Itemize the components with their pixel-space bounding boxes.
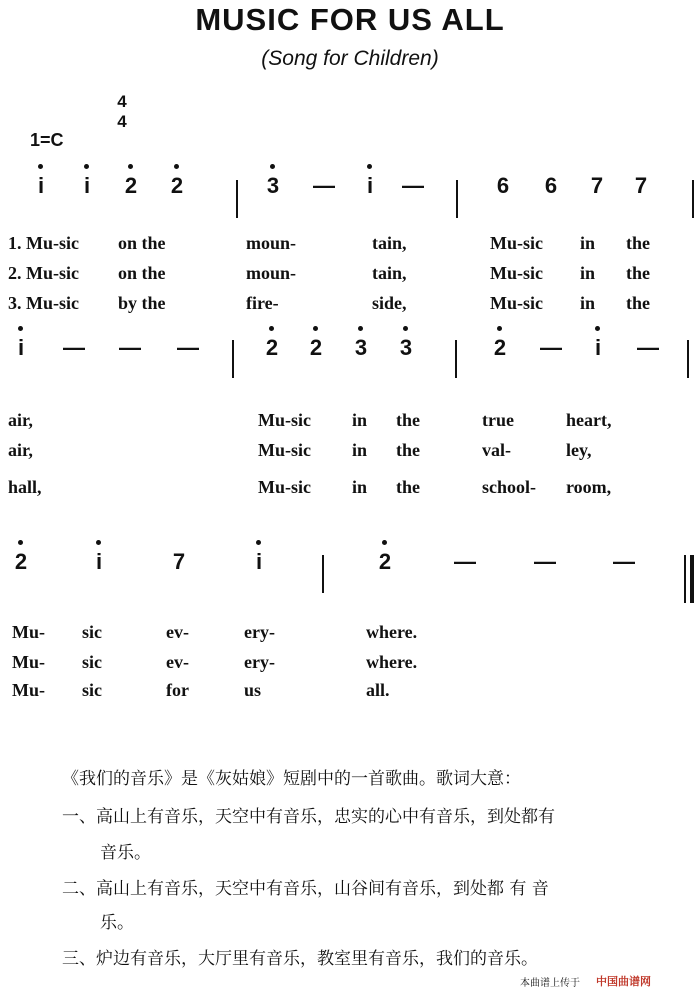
dash: — bbox=[534, 549, 556, 574]
high-octave-dot bbox=[270, 164, 275, 169]
lyric-syllable: Mu- bbox=[12, 622, 45, 642]
barline bbox=[322, 555, 324, 593]
lyric-syllable: in bbox=[580, 293, 596, 313]
lyric-syllable: 3. Mu-sic bbox=[8, 293, 79, 313]
lyric-syllable: ery- bbox=[244, 652, 275, 672]
note: i bbox=[366, 173, 374, 198]
barline bbox=[236, 180, 238, 218]
lyric-syllable: sic bbox=[82, 680, 102, 700]
high-octave-dot bbox=[403, 326, 408, 331]
high-octave-dot bbox=[96, 540, 101, 545]
lyric-syllable: by the bbox=[118, 293, 166, 313]
lyric-syllable: Mu-sic bbox=[258, 477, 311, 497]
note: i bbox=[255, 549, 263, 574]
lyric-syllable: in bbox=[352, 440, 368, 460]
final-barline-thin bbox=[684, 555, 686, 603]
note: 2 bbox=[124, 173, 138, 198]
upload-note: 本曲谱上传于 bbox=[520, 978, 580, 989]
lyric-syllable: where. bbox=[366, 622, 418, 642]
high-octave-dot bbox=[128, 164, 133, 169]
lyric-syllable: sic bbox=[82, 622, 102, 642]
barline bbox=[232, 340, 234, 378]
lyric-syllable: for bbox=[166, 680, 189, 700]
lyric-syllable: the bbox=[626, 263, 650, 283]
lyric-syllable: air, bbox=[8, 440, 33, 460]
lyric-syllable: Mu- bbox=[12, 652, 45, 672]
lyric-syllable: Mu-sic bbox=[490, 233, 543, 253]
dash: — bbox=[613, 549, 635, 574]
high-octave-dot bbox=[269, 326, 274, 331]
lyric-syllable: side, bbox=[372, 293, 407, 313]
note: i bbox=[95, 549, 103, 574]
note: 2 bbox=[309, 335, 323, 360]
lyric-syllable: in bbox=[580, 233, 596, 253]
dash: — bbox=[313, 173, 335, 198]
dash: — bbox=[637, 335, 659, 360]
time-signature bbox=[114, 92, 130, 132]
lyric-syllable: Mu-sic bbox=[258, 440, 311, 460]
high-octave-dot bbox=[84, 164, 89, 169]
lyric-syllable: moun- bbox=[246, 233, 297, 253]
lyric-syllable: school- bbox=[482, 477, 536, 497]
lyric-syllable: in bbox=[352, 477, 368, 497]
dash: — bbox=[177, 335, 199, 360]
lyric-syllable: on the bbox=[118, 263, 166, 283]
dash: — bbox=[402, 173, 424, 198]
lyric-syllable: on the bbox=[118, 233, 166, 253]
barline bbox=[455, 340, 457, 378]
description-item-2-cont: 乐。 bbox=[100, 913, 134, 933]
lyric-syllable: tain, bbox=[372, 263, 407, 283]
lyric-syllable: moun- bbox=[246, 263, 297, 283]
site-logo: 中国曲谱网 bbox=[596, 975, 651, 988]
lyric-syllable: Mu- bbox=[12, 680, 45, 700]
lyric-syllable: ery- bbox=[244, 622, 275, 642]
lyric-syllable: tain, bbox=[372, 233, 407, 253]
dash: — bbox=[454, 549, 476, 574]
high-octave-dot bbox=[367, 164, 372, 169]
lyric-syllable: Mu-sic bbox=[490, 293, 543, 313]
note: 6 bbox=[496, 173, 510, 198]
high-octave-dot bbox=[256, 540, 261, 545]
note: 3 bbox=[399, 335, 413, 360]
lyric-syllable: where. bbox=[366, 652, 418, 672]
lyric-syllable: ley, bbox=[566, 440, 592, 460]
dash: — bbox=[119, 335, 141, 360]
description-item-2: 二、高山上有音乐，天空中有音乐，山谷间有音乐，到处都 有 音 bbox=[62, 879, 549, 899]
high-octave-dot bbox=[313, 326, 318, 331]
barline bbox=[692, 180, 694, 218]
high-octave-dot bbox=[595, 326, 600, 331]
note: 2 bbox=[493, 335, 507, 360]
high-octave-dot bbox=[18, 540, 23, 545]
barline bbox=[456, 180, 458, 218]
lyric-syllable: us bbox=[244, 680, 262, 700]
barline bbox=[687, 340, 689, 378]
lyric-syllable: the bbox=[626, 293, 650, 313]
note: i bbox=[37, 173, 45, 198]
description-item-3: 三、炉边有音乐，大厅里有音乐，教室里有音乐，我们的音乐。 bbox=[62, 949, 538, 969]
description-item-1-cont: 音乐。 bbox=[100, 843, 151, 863]
note: i bbox=[17, 335, 25, 360]
lyric-syllable: sic bbox=[82, 652, 102, 672]
lyric-syllable: val- bbox=[482, 440, 511, 460]
note: 3 bbox=[266, 173, 280, 198]
lyric-syllable: the bbox=[396, 410, 420, 430]
high-octave-dot bbox=[174, 164, 179, 169]
note: 2 bbox=[378, 549, 392, 574]
note: 3 bbox=[354, 335, 368, 360]
lyric-syllable: the bbox=[626, 233, 650, 253]
time-signature-top: 4 bbox=[117, 92, 127, 111]
note: 2 bbox=[14, 549, 28, 574]
song-title: MUSIC FOR US ALL bbox=[195, 2, 505, 37]
note: 7 bbox=[634, 173, 648, 198]
high-octave-dot bbox=[497, 326, 502, 331]
lyric-syllable: true bbox=[482, 410, 514, 430]
lyric-syllable: the bbox=[396, 440, 420, 460]
final-barline-thick bbox=[690, 555, 694, 603]
lyric-syllable: hall, bbox=[8, 477, 42, 497]
lyric-syllable: air, bbox=[8, 410, 33, 430]
dash: — bbox=[63, 335, 85, 360]
lyric-syllable: heart, bbox=[566, 410, 612, 430]
dash: — bbox=[540, 335, 562, 360]
high-octave-dot bbox=[18, 326, 23, 331]
high-octave-dot bbox=[38, 164, 43, 169]
high-octave-dot bbox=[382, 540, 387, 545]
lyric-syllable: in bbox=[580, 263, 596, 283]
time-signature-bottom: 4 bbox=[117, 112, 127, 131]
lyric-syllable: the bbox=[396, 477, 420, 497]
lyric-syllable: ev- bbox=[166, 622, 189, 642]
lyric-syllable: all. bbox=[366, 680, 390, 700]
key-signature: 1=C bbox=[30, 130, 64, 150]
lyric-syllable: ev- bbox=[166, 652, 189, 672]
high-octave-dot bbox=[358, 326, 363, 331]
note: 6 bbox=[544, 173, 558, 198]
lyric-syllable: 1. Mu-sic bbox=[8, 233, 79, 253]
lyric-syllable: fire- bbox=[246, 293, 279, 313]
description-item-1: 一、高山上有音乐，天空中有音乐，忠实的心中有音乐，到处都有 bbox=[62, 807, 555, 827]
note: i bbox=[83, 173, 91, 198]
lyric-syllable: in bbox=[352, 410, 368, 430]
description-intro: 《我们的音乐》是《灰姑娘》短剧中的一首歌曲。歌词大意： bbox=[62, 769, 521, 789]
note: 2 bbox=[265, 335, 279, 360]
note: 7 bbox=[172, 549, 186, 574]
note: 7 bbox=[590, 173, 604, 198]
lyric-syllable: 2. Mu-sic bbox=[8, 263, 79, 283]
note: i bbox=[594, 335, 602, 360]
song-subtitle: (Song for Children) bbox=[261, 47, 439, 70]
note: 2 bbox=[170, 173, 184, 198]
lyric-syllable: room, bbox=[566, 477, 612, 497]
lyric-syllable: Mu-sic bbox=[490, 263, 543, 283]
lyric-syllable: Mu-sic bbox=[258, 410, 311, 430]
